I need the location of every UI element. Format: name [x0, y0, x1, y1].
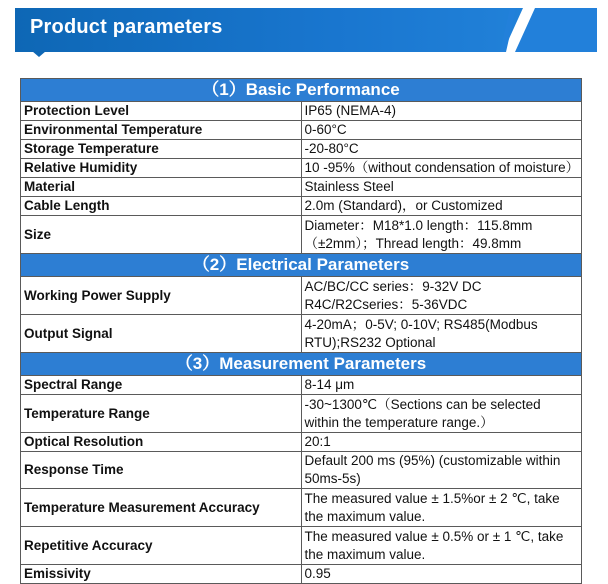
table-row: [21, 489, 582, 527]
param-label: Optical Resolution: [21, 433, 302, 452]
section-header: [21, 353, 582, 376]
param-value: Default 200 ms (95%) (customizable within 50ms-5s): [301, 452, 582, 489]
table-row: [21, 452, 582, 489]
param-label: Response Time: [21, 452, 302, 489]
table-row: [21, 277, 582, 315]
param-value: AC/BC/CC series：9-32V DC R4C/R2Cseries：5-36VDC: [301, 277, 582, 315]
param-label: Storage Temperature: [21, 140, 302, 159]
table-row: [21, 102, 582, 121]
param-value: 20:1: [301, 433, 582, 452]
param-label: Temperature Range: [21, 395, 302, 433]
parameters-table: [20, 78, 582, 584]
table-row: [21, 121, 582, 140]
param-value: The measured value ± 0.5% or ± 1 ℃, take the maximum value.: [301, 527, 582, 565]
param-value: 0-60°C: [301, 121, 582, 140]
param-value: The measured value ± 1.5%or ± 2 ℃, take the maximum value.: [301, 489, 582, 527]
param-value: Diameter：M18*1.0 length：115.8mm（±2mm）；Thread length：49.8mm: [301, 216, 582, 254]
table-row: [21, 140, 582, 159]
param-label: Relative Humidity: [21, 159, 302, 178]
param-label: Temperature Measurement Accuracy: [21, 489, 302, 527]
param-label: Emissivity: [21, 565, 302, 584]
param-value: 0.95: [301, 565, 582, 584]
param-value: Stainless Steel: [301, 178, 582, 197]
param-label: Cable Length: [21, 197, 302, 216]
param-label: Spectral Range: [21, 376, 302, 395]
param-label: Size: [21, 216, 302, 254]
section-title: （2）Electrical Parameters: [21, 254, 582, 277]
param-value: IP65 (NEMA-4): [301, 102, 582, 121]
param-value: -30~1300℃（Sections can be selected within the temperature range.）: [301, 395, 582, 433]
param-label: Environmental Temperature: [21, 121, 302, 140]
param-value: 10 -95%（without condensation of moisture）: [301, 159, 582, 178]
table-row: [21, 216, 582, 254]
table-row: [21, 315, 582, 353]
param-value: 4-20mA；0-5V; 0-10V; RS485(Modbus RTU);RS232 Optional: [301, 315, 582, 353]
banner-notch-decoration: [32, 51, 46, 57]
table-row: [21, 376, 582, 395]
page-title: Product parameters: [30, 16, 223, 38]
table-row: [21, 159, 582, 178]
param-label: Material: [21, 178, 302, 197]
table-row: [21, 527, 582, 565]
param-label: Repetitive Accuracy: [21, 527, 302, 565]
section-header: [21, 254, 582, 277]
table-row: [21, 178, 582, 197]
param-label: Protection Level: [21, 102, 302, 121]
section-header: [21, 79, 582, 102]
param-value: -20-80°C: [301, 140, 582, 159]
section-title: （3）Measurement Parameters: [21, 353, 582, 376]
param-value: 8-14 μm: [301, 376, 582, 395]
table-row: [21, 565, 582, 584]
banner-stripe-decoration: [515, 8, 597, 52]
param-label: Working Power Supply: [21, 277, 302, 315]
table-row: [21, 395, 582, 433]
table-row: [21, 197, 582, 216]
table-row: [21, 433, 582, 452]
param-value: 2.0m (Standard)，or Customized: [301, 197, 582, 216]
section-title: （1）Basic Performance: [21, 79, 582, 102]
param-label: Output Signal: [21, 315, 302, 353]
